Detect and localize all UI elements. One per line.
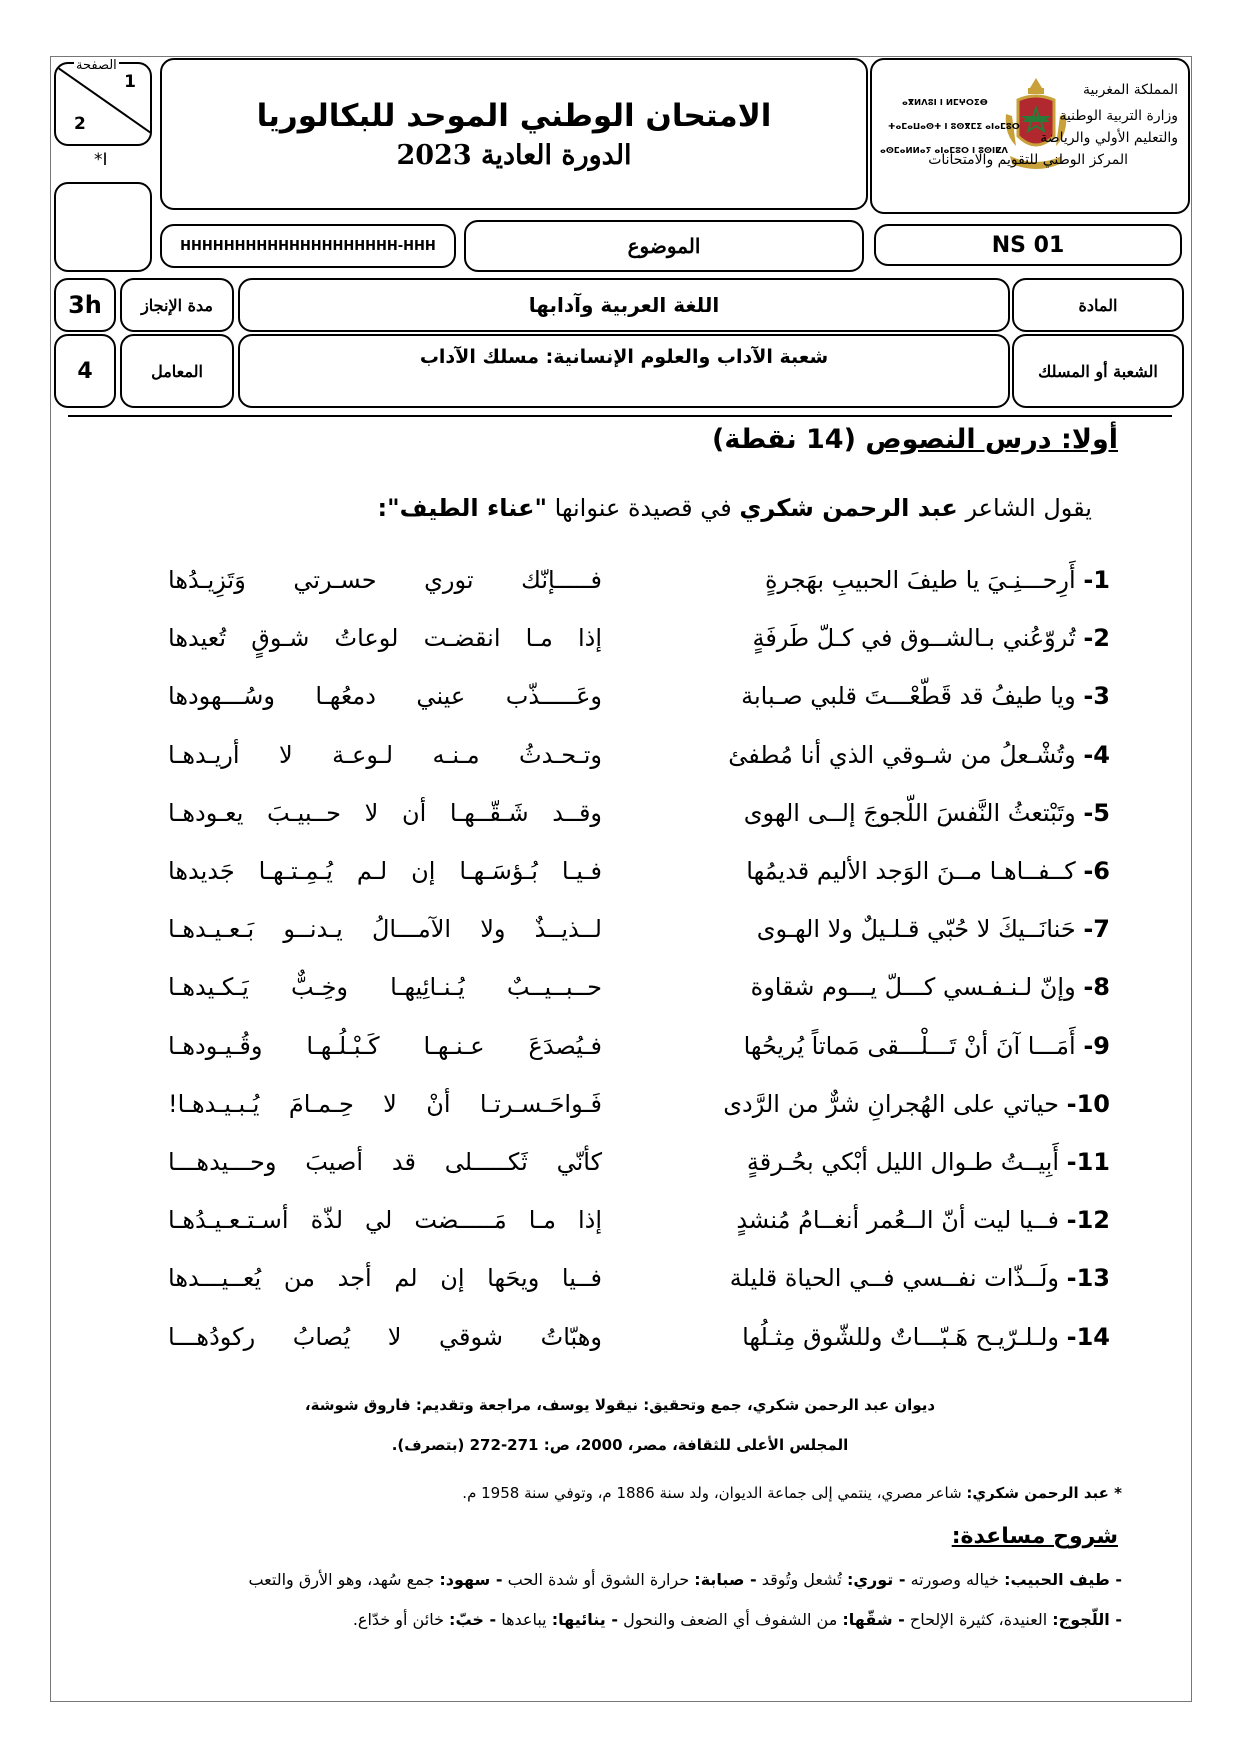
verse-number: 12- [1066, 1206, 1110, 1235]
gloss-term: - شقّها: [842, 1610, 905, 1629]
verse-first-text: أَمَـــا آنَ أنْ تَـــلْـــقى مَماتاً يُريحُها [743, 1031, 1076, 1060]
verse-first-hemistich [690, 915, 1110, 973]
verse-first-text: ولَــذّات نفــسي فــي الحياة قليلة [729, 1264, 1059, 1293]
gloss-term: - خبّ: [449, 1610, 497, 1629]
verse-number: 5- [1083, 798, 1110, 827]
intro-text [378, 494, 1092, 522]
verse-number: 11- [1066, 1148, 1110, 1176]
verse-first-text: وتُشْـعلُ من شـوقي الذي أنا مُطفئ [728, 740, 1076, 769]
verse-second-hemistich: فَـواحَـسـرتـا أنْ لا حِـمـامَ يُـبـيـدهـا! [168, 1089, 602, 1118]
gloss-term: - توري: [846, 1570, 906, 1589]
glossary-line-1 [98, 1570, 1122, 1589]
subject-label: الموضوع [464, 220, 864, 272]
logo-tif-3: ⴰⵙⵎⴰⵍⵍⴰⵢ ⴰⵏⴰⵎⵓⵔ ⵏ ⵓⵙⵏⵇⴷ [880, 146, 1008, 156]
matter-value: اللغة العربية وآدابها [238, 278, 1010, 332]
page-mark: *I [94, 150, 108, 170]
duration-label: مدة الإنجاز [120, 278, 234, 332]
gloss-term: - اللّجوج: [1052, 1610, 1122, 1629]
logo-line-4: المركز الوطني للتقويم والامتحانات [928, 152, 1128, 168]
verse-number: 14- [1066, 1322, 1110, 1351]
poet-note-text: شاعر مصري، ينتمي إلى جماعة الديوان، ولد سنة 1886 م، وتوفي سنة 1958 م. [462, 1484, 962, 1502]
gloss-definition: حرارة الشوق أو شدة الحب [507, 1570, 690, 1589]
verse-second-hemistich: إذا مـا مَـــــضت لي لذّة أسـتـعـيـدُهـا [168, 1206, 602, 1235]
verse-second-hemistich: حــبــيــبٌ يُـنـائِيهـا وخِـبٌّ يَـكـيدهـا [168, 973, 602, 1002]
gloss-term: - طيف الحبيب: [1004, 1570, 1122, 1589]
section-title [712, 424, 1118, 455]
page-indicator [54, 62, 152, 146]
logo-line-3: والتعليم الأولي والرياضة [1040, 130, 1178, 146]
verse-first-hemistich [690, 566, 1110, 624]
logo-line-1: المملكة المغربية [1082, 82, 1178, 98]
verse-first-text: وتَبْتعثُ النَّفسَ اللّجوجَ إلــى الهوى [743, 798, 1076, 827]
gloss-definition: يباعدها [501, 1610, 547, 1629]
duration-value: 3h [54, 278, 116, 332]
verse-first-hemistich [690, 1148, 1110, 1206]
verse-number: 6- [1083, 857, 1110, 885]
verse-first-text: وإنّ لـنـفـسي كـــلّ يـــوم شقاوة [750, 973, 1076, 1002]
verse-number: 4- [1083, 740, 1110, 769]
verse-second-hemistich: فـيُصدَعَ عـنـهـا كَـبْـلُـهـا وقُـيـودهـا [168, 1031, 602, 1060]
verse-second-hemistich: لــذيــذٌ ولا الآمـــالُ يـدنــو بَـعـيـدهـا [168, 915, 602, 944]
page-total: 2 [74, 114, 86, 134]
section-title-text: أولا: درس النصوص [865, 424, 1118, 455]
gloss-term: - صبابة: [694, 1570, 757, 1589]
verse-first-hemistich [690, 1090, 1110, 1148]
verse-second-hemistich: وقــد شَـقّــهـا أن لا حــبيـبَ يعـودهـا [168, 798, 602, 827]
exam-reference: NS 01 [874, 224, 1182, 266]
exam-code: HHHHHHHHHHHHHHHHHHHH-HHH [160, 224, 456, 268]
verse-first-hemistich [690, 1032, 1110, 1090]
gloss-definition: تُشعل وتُوقد [761, 1570, 842, 1589]
verse-second-hemistich: كأنّي ثَكـــــلى قد أصيبَ وحـــيدهـــا [168, 1148, 602, 1176]
page-label: الصفحة [76, 58, 117, 73]
verse-number: 13- [1066, 1264, 1110, 1293]
poet-note [462, 1484, 1122, 1502]
verse-first-hemistich [690, 741, 1110, 799]
logo-tif-2: ⵜⴰⵎⴰⵡⴰⵙⵜ ⵏ ⵓⵙⴳⵎⵉ ⴰⵏⴰⵎⵓⵔ [888, 122, 1020, 132]
source-line-2: المجلس الأعلى للثقافة، مصر، 2000، ص: 271-272 (بتصرف). [391, 1436, 849, 1454]
glossary-line-2 [98, 1610, 1122, 1629]
verse-first-hemistich [690, 682, 1110, 740]
verse-first-text: كــفــاهـا مــنَ الوَجد الأليم قديمُها [746, 857, 1076, 885]
verse-first-hemistich [690, 799, 1110, 857]
verse-first-text: ويا طيفُ قد قَطّعْـــتَ قلبي صـبابة [741, 682, 1076, 711]
verse-first-hemistich [690, 973, 1110, 1031]
gloss-definition: جمع سُهد، وهو الأرق والتعب [248, 1570, 435, 1589]
section-points: (14 نقطة) [712, 424, 856, 455]
verse-second-hemistich: وتـحـدثُ مـنـه لـوعـة لا أريـدهـا [168, 740, 602, 769]
verse-second-hemistich: فــيا ويحَها إن لم أجد من يُعــيـــدها [168, 1264, 602, 1293]
exam-title: الامتحان الوطني الموحد للبكالوريا [256, 97, 772, 134]
verse-number: 7- [1083, 915, 1110, 944]
verse-first-text: أَرِحـــنِـيَ يا طيفَ الحبيبِ بهَجرةٍ [764, 566, 1076, 594]
gloss-definition: من الشفوف أي الضعف والنحول [623, 1610, 838, 1629]
matter-label: المادة [1012, 278, 1184, 332]
coefficient-label: المعامل [120, 334, 234, 408]
intro-poem-title: "عناء الطيف": [377, 494, 547, 522]
branch-label: الشعبة أو المسلك [1012, 334, 1184, 408]
verse-first-text: حياتي على الهُجرانِ شرٌّ من الرَّدى [723, 1089, 1059, 1118]
intro-prefix: يقول الشاعر [965, 494, 1092, 522]
header-divider [68, 415, 1172, 417]
gloss-definition: خائن أو خدّاع. [352, 1610, 444, 1629]
help-title: شروح مساعدة: [951, 1524, 1118, 1549]
verse-number: 2- [1083, 624, 1110, 653]
logo-tif-1: ⴰⴳⵍⴷⵓⵏ ⵏ ⵍⵎⵖⵔⵉⴱ [902, 98, 988, 108]
ministry-logo-block [870, 58, 1190, 214]
verse-second-hemistich: وهبّاتُ شوقي لا يُصابُ ركودُهـــا [168, 1322, 602, 1351]
source-line-1: ديوان عبد الرحمن شكري، جمع وتحقيق: نيقولا يوسف، مراجعة وتقديم: فاروق شوشة، [304, 1396, 936, 1414]
verse-first-text: ولـلـرّيـح هَـبّـــاتٌ وللشّوق مِثـلُها [742, 1322, 1059, 1351]
logo-line-2: وزارة التربية الوطنية [1059, 108, 1178, 124]
exam-session: الدورة العادية 2023 [396, 139, 632, 171]
page-current: 1 [124, 72, 136, 92]
coefficient-value: 4 [54, 334, 116, 408]
branch-value: شعبة الآداب والعلوم الإنسانية: مسلك الآداب [238, 334, 1010, 408]
verse-number: 3- [1083, 682, 1110, 711]
verse-first-hemistich [690, 1323, 1110, 1381]
verse-number: 8- [1083, 973, 1110, 1002]
verse-first-text: فــيا ليت أنّ الــعُمر أنغــامُ مُنشدٍ [736, 1206, 1059, 1235]
verse-second-hemistich: إذا مـا انقضـت لوعاتُ شـوقٍ تُعيدها [168, 624, 602, 653]
verse-number: 1- [1083, 566, 1110, 594]
verse-second-hemistich: وعَـــــذّب عيني دمعُهـا وسُـــهودها [168, 682, 602, 711]
verse-number: 10- [1066, 1089, 1110, 1118]
verse-first-text: تُروّعُني بـالشــوق في كـلّ طَرفَةٍ [752, 624, 1076, 653]
verse-first-hemistich [690, 1264, 1110, 1322]
verse-number: 9- [1083, 1031, 1110, 1060]
poet-note-name: * عبد الرحمن شكري: [966, 1484, 1122, 1502]
gloss-definition: خياله وصورته [910, 1570, 1000, 1589]
gloss-term: - سهود: [439, 1570, 503, 1589]
verse-first-hemistich [690, 1206, 1110, 1264]
page-diagonal [57, 67, 152, 143]
intro-poet: عبد الرحمن شكري [739, 494, 958, 522]
verse-second-hemistich: فـيـا بُـؤسَـهـا إن لـم يُـمِـتـهـا جَديدها [168, 857, 602, 885]
blank-box [54, 182, 152, 272]
verse-first-text: أَبِيــتُ طـوال الليل أبْكي بحُـرقةٍ [746, 1148, 1059, 1176]
gloss-term: - ينائيها: [551, 1610, 618, 1629]
verse-first-hemistich [690, 857, 1110, 915]
exam-title-box [160, 58, 868, 210]
gloss-definition: العنيدة، كثيرة الإلحاح [909, 1610, 1048, 1629]
verse-first-text: حَنانَــيكَ لا حُبّي قـلـيلٌ ولا الهـوى [756, 915, 1076, 944]
intro-middle: في قصيدة عنوانها [554, 494, 732, 522]
verse-first-hemistich [690, 624, 1110, 682]
verse-second-hemistich: فـــــإنّك توري حسـرتي وَتَزِيـدُها [168, 566, 602, 594]
